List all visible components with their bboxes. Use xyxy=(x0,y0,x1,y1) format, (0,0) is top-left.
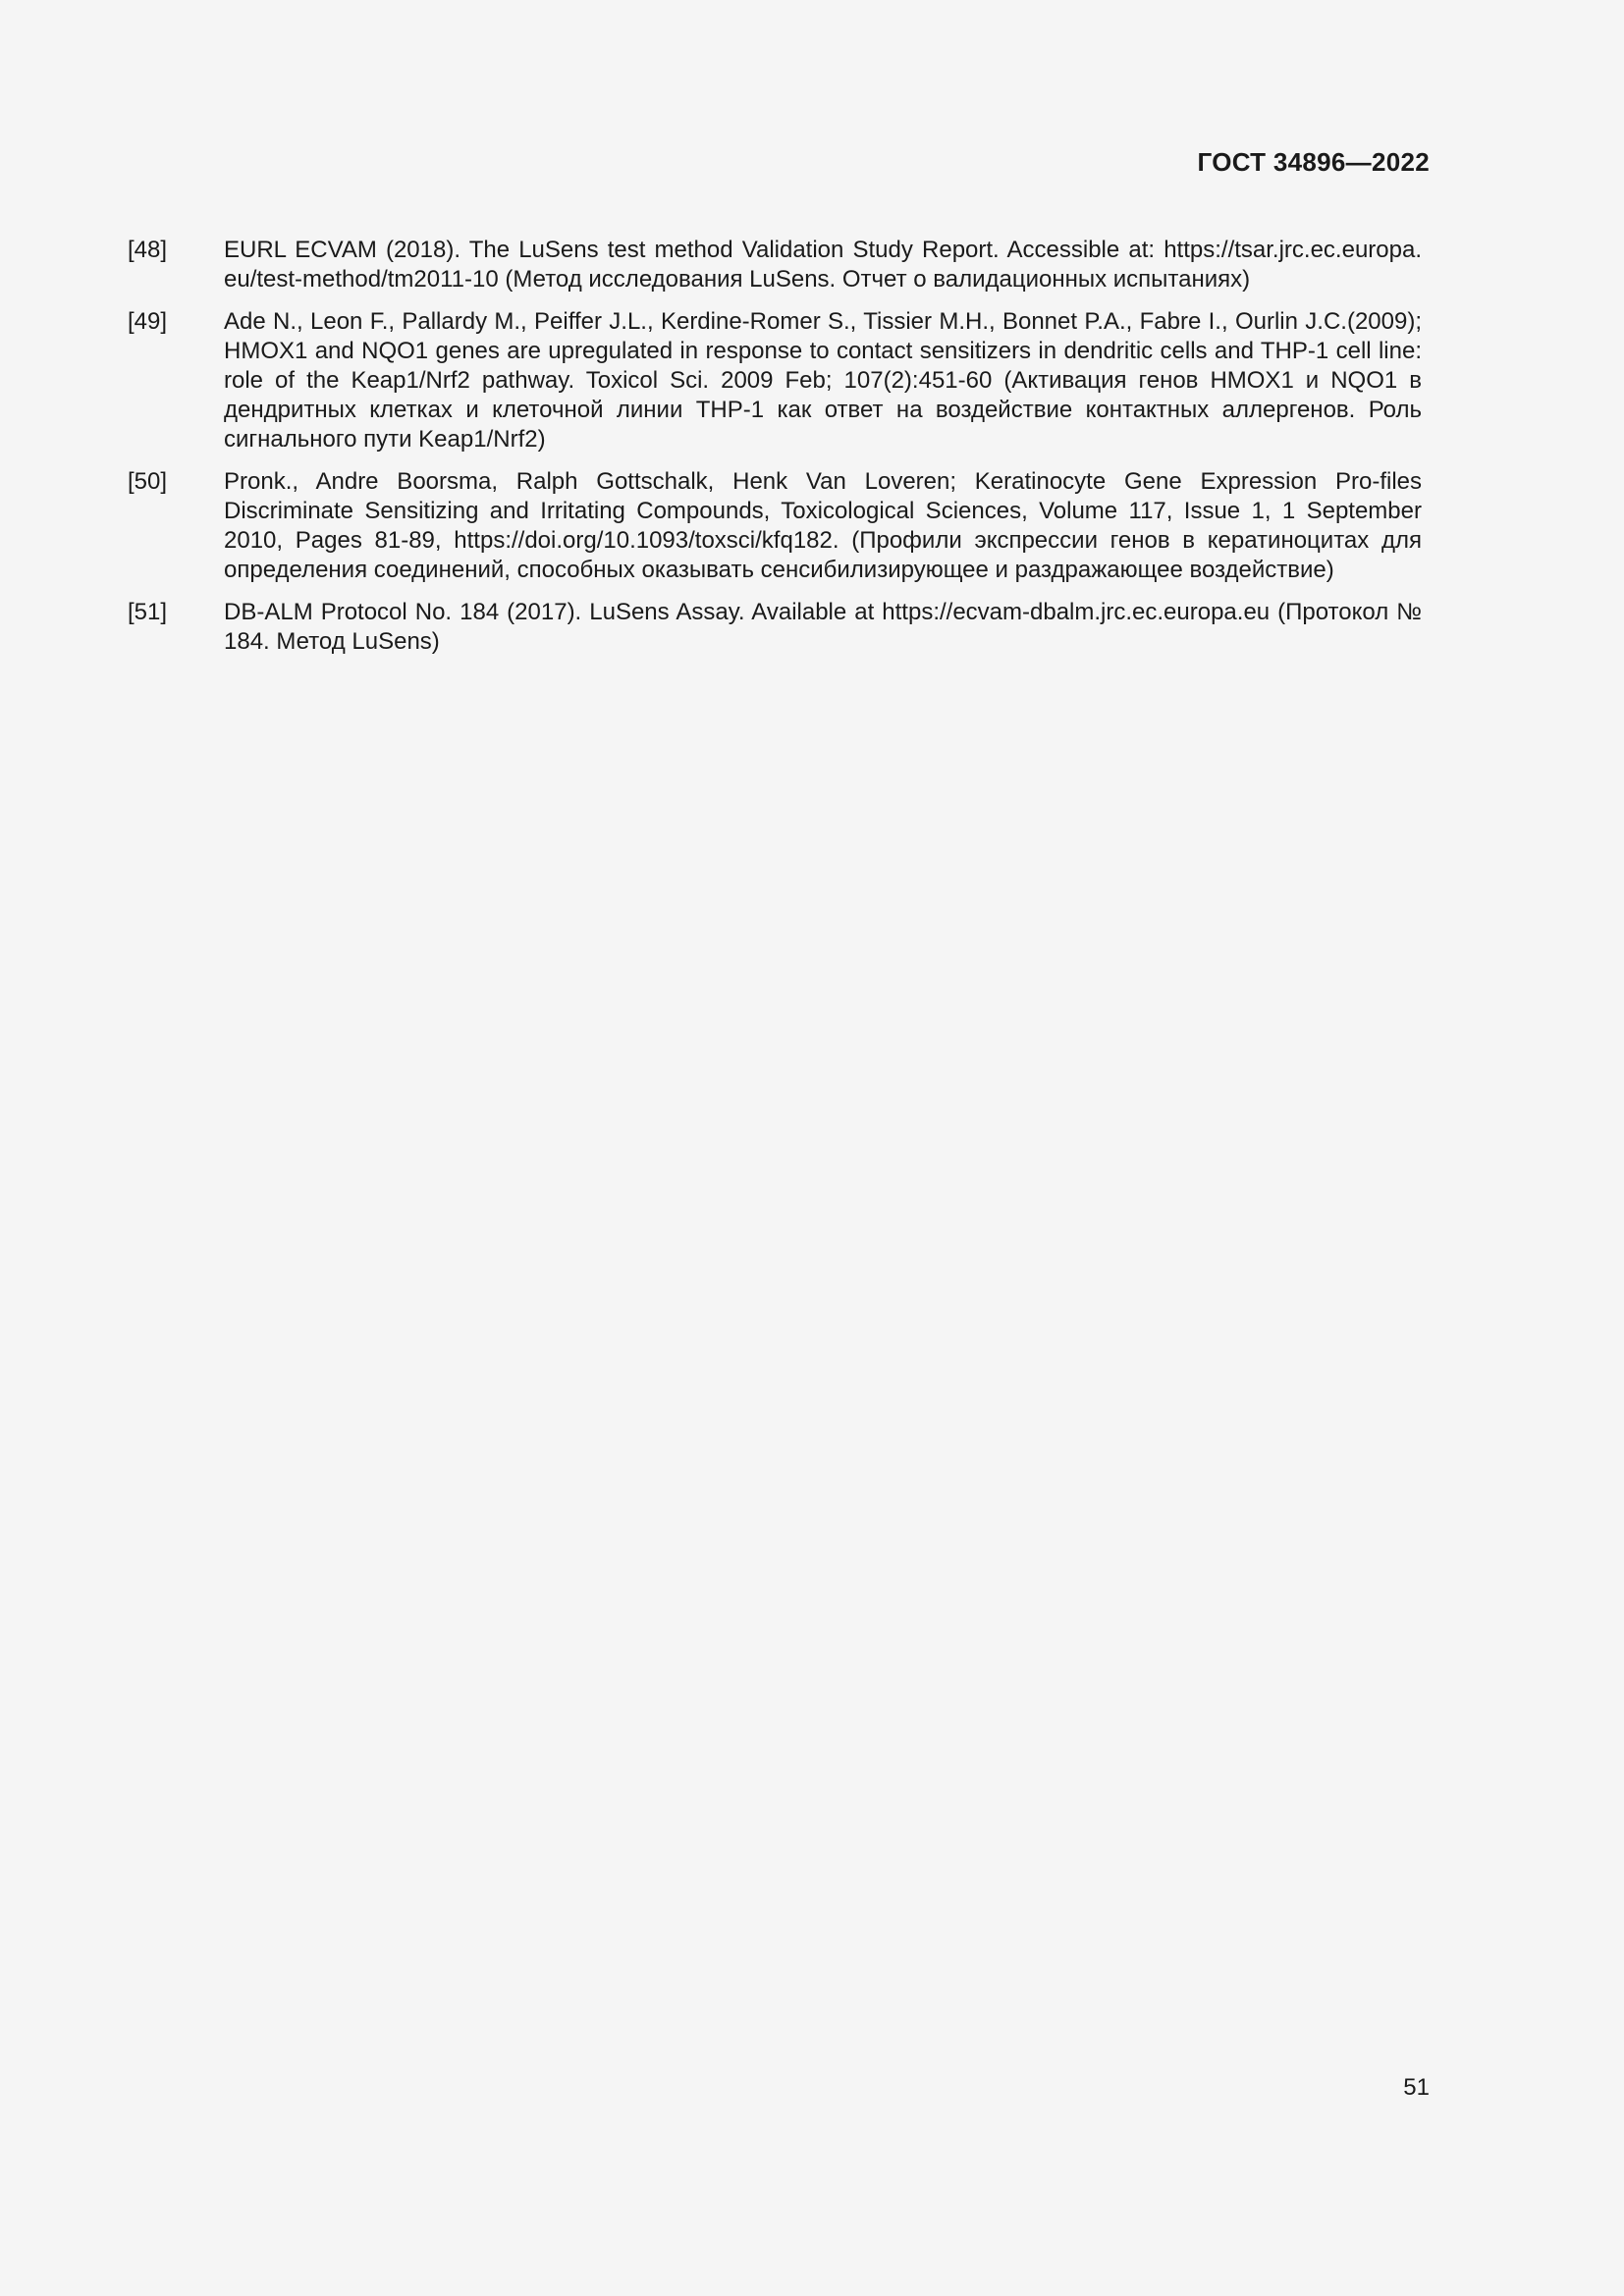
page-number: 51 xyxy=(1403,2074,1430,2101)
reference-number: [49] xyxy=(128,308,168,335)
reference-item xyxy=(128,307,1422,454)
reference-number: [51] xyxy=(128,599,168,625)
document-id-header: ГОСТ 34896—2022 xyxy=(1197,147,1430,177)
reference-item xyxy=(128,236,1422,294)
reference-text: Ade N., Leon F., Pallardy M., Peiffer J.L., Kerdine-Romer S., Tissier M.H., Bonnet P.A., Fabre I., Ourlin J.C.(2009); HMOX1 and NQO1 genes are upregulated in response to contact sensitizers in dendritic cells and THP-1 cell line: role of the Keap1/Nrf2 pathway. Toxicol Sci. 2009 Feb; 107(2):451-60 (Активация генов HMOX1 и NQO1 в дендритных клетках и клеточной линии THP-1 как ответ на воздействие контактных аллергенов. Роль сигнального пути Keap1/Nrf2) xyxy=(224,308,1422,453)
reference-text: DB-ALM Protocol No. 184 (2017). LuSens Assay. Available at https://ecvam-dbalm.jrc.ec.europa.eu (Протокол № 184. Метод LuSens) xyxy=(224,599,1422,655)
reference-item xyxy=(128,598,1422,657)
reference-number: [50] xyxy=(128,468,168,495)
reference-list xyxy=(128,236,1422,669)
reference-text: Pronk., Andre Boorsma, Ralph Gottschalk, Henk Van Loveren; Keratinocyte Gene Expression Pro-files Discriminate Sensitizing and Irritating Compounds, Toxicological Sciences, Volume 117, Issue 1, 1 September 2010, Pages 81-89, https://doi.org/10.1093/toxsci/kfq182. (Профили экспрессии генов в кератиноцитах для определения соединений, способных оказывать сенсибилизирующее и раздражающее воздействие) xyxy=(224,468,1422,583)
reference-number: [48] xyxy=(128,237,168,263)
reference-item xyxy=(128,467,1422,585)
reference-text: EURL ECVAM (2018). The LuSens test method Validation Study Report. Accessible at: https://tsar.jrc.ec.europa. eu/test-method/tm2011-10 (Метод исследования LuSens. Отчет о валидационных испытаниях) xyxy=(224,237,1422,293)
